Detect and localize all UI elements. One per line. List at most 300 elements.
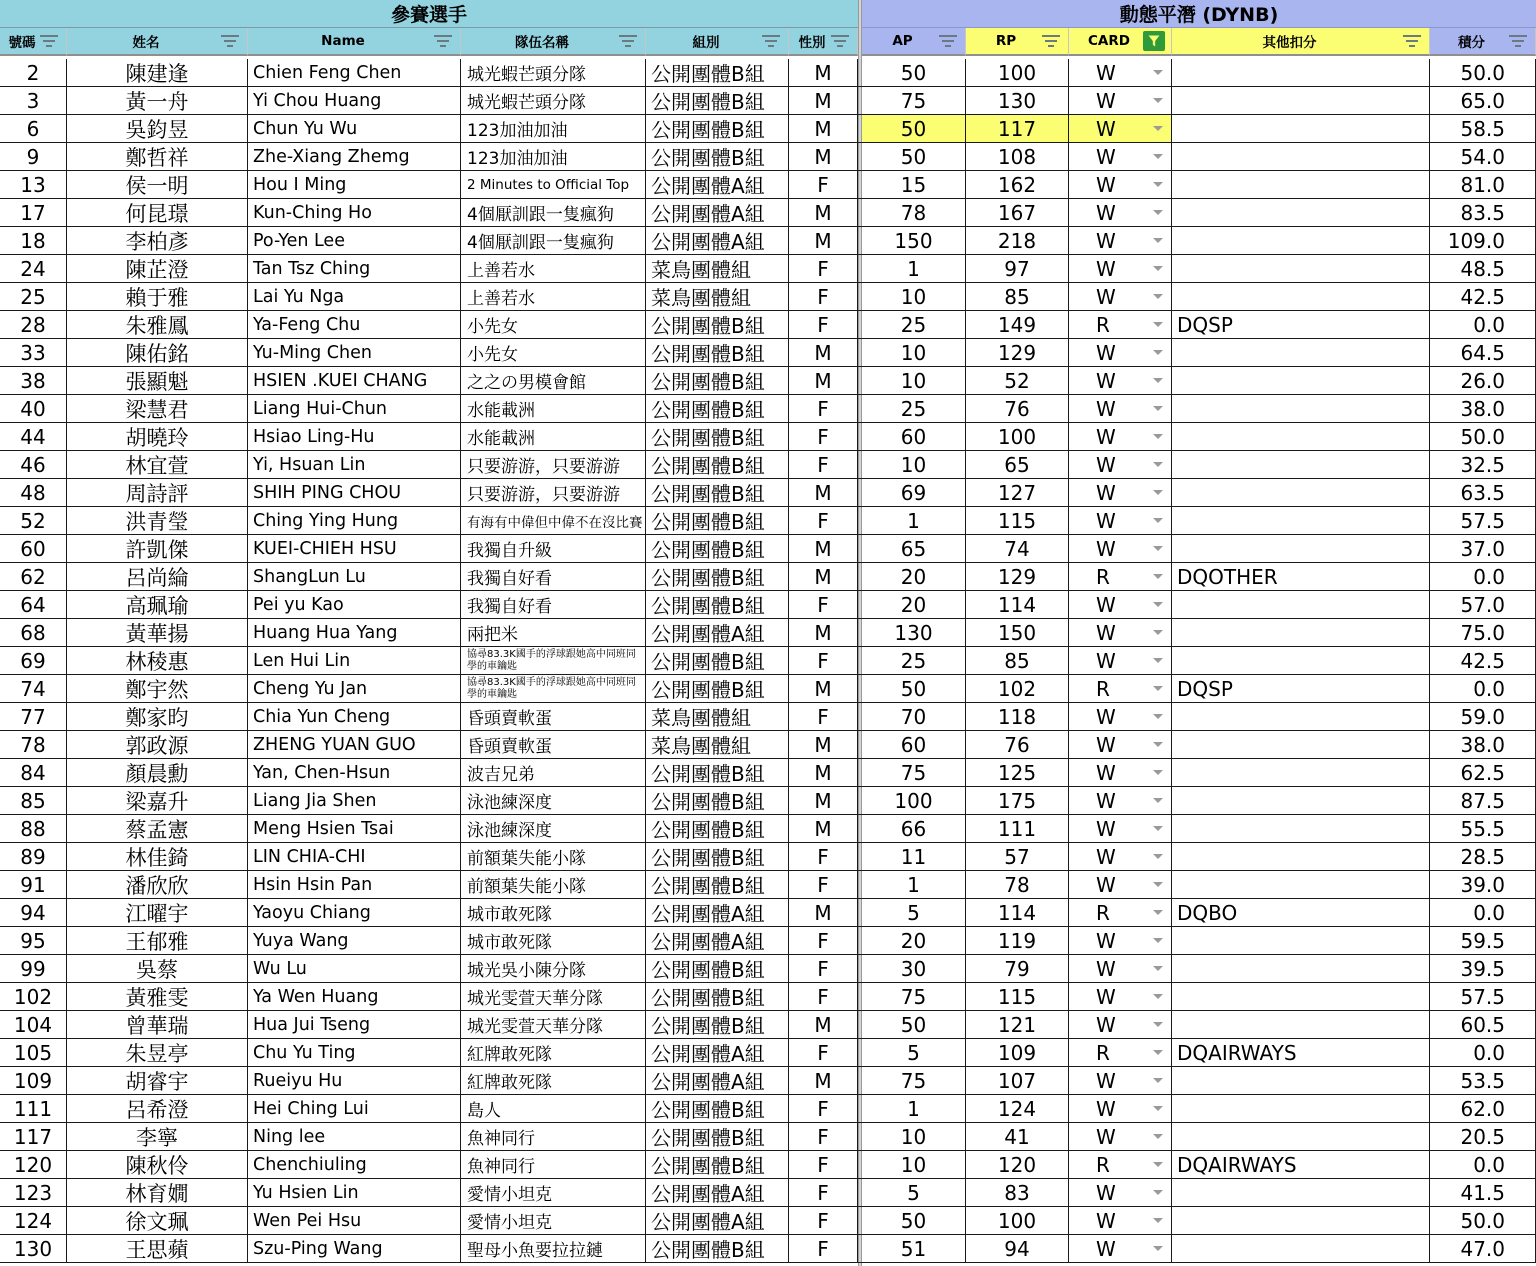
filter-icon[interactable] xyxy=(1507,31,1529,51)
cell-score[interactable] xyxy=(1430,983,1536,1010)
cell-rp[interactable] xyxy=(966,367,1069,394)
cell-group[interactable] xyxy=(646,199,789,226)
table-row[interactable] xyxy=(0,171,1536,199)
cell-score[interactable] xyxy=(1430,115,1536,142)
cell-team[interactable] xyxy=(461,171,646,198)
cell-name[interactable] xyxy=(248,647,461,674)
cell-name[interactable] xyxy=(248,115,461,142)
cell-ap[interactable] xyxy=(862,787,966,814)
cell-cname[interactable] xyxy=(67,927,248,954)
cell-sex[interactable] xyxy=(789,143,858,170)
cell-rp[interactable] xyxy=(966,619,1069,646)
cell-ap[interactable] xyxy=(862,507,966,534)
cell-group[interactable] xyxy=(646,871,789,898)
cell-cname[interactable] xyxy=(67,815,248,842)
cell-sex[interactable] xyxy=(789,59,858,86)
cell-other[interactable] xyxy=(1172,983,1430,1010)
cell-cname[interactable] xyxy=(67,395,248,422)
cell-cname[interactable] xyxy=(67,1067,248,1094)
table-row[interactable] xyxy=(0,647,1536,675)
cell-team[interactable] xyxy=(461,675,646,702)
cell-card[interactable] xyxy=(1069,479,1172,506)
cell-cname[interactable] xyxy=(67,1235,248,1262)
cell-other[interactable] xyxy=(1172,591,1430,618)
cell-card[interactable] xyxy=(1069,535,1172,562)
cell-team[interactable] xyxy=(461,927,646,954)
cell-group[interactable] xyxy=(646,983,789,1010)
dropdown-arrow-icon[interactable] xyxy=(1153,854,1163,859)
table-row[interactable] xyxy=(0,703,1536,731)
cell-cname[interactable] xyxy=(67,759,248,786)
cell-cname[interactable] xyxy=(67,311,248,338)
cell-other[interactable] xyxy=(1172,927,1430,954)
cell-team[interactable] xyxy=(461,255,646,282)
cell-cname[interactable] xyxy=(67,507,248,534)
cell-ap[interactable] xyxy=(862,1151,966,1178)
cell-num[interactable] xyxy=(0,1095,67,1122)
table-row[interactable] xyxy=(0,1011,1536,1039)
cell-team[interactable] xyxy=(461,1095,646,1122)
cell-cname[interactable] xyxy=(67,955,248,982)
cell-team[interactable] xyxy=(461,703,646,730)
table-row[interactable] xyxy=(0,367,1536,395)
cell-rp[interactable] xyxy=(966,703,1069,730)
cell-name[interactable] xyxy=(248,479,461,506)
cell-card[interactable] xyxy=(1069,1179,1172,1206)
table-row[interactable] xyxy=(0,787,1536,815)
cell-score[interactable] xyxy=(1430,283,1536,310)
cell-group[interactable] xyxy=(646,591,789,618)
cell-card[interactable] xyxy=(1069,1123,1172,1150)
cell-num[interactable] xyxy=(0,983,67,1010)
cell-other[interactable] xyxy=(1172,1151,1430,1178)
dropdown-arrow-icon[interactable] xyxy=(1153,966,1163,971)
filter-icon[interactable] xyxy=(937,31,959,51)
cell-num[interactable] xyxy=(0,927,67,954)
cell-group[interactable] xyxy=(646,563,789,590)
cell-score[interactable] xyxy=(1430,927,1536,954)
cell-rp[interactable] xyxy=(966,983,1069,1010)
cell-group[interactable] xyxy=(646,115,789,142)
cell-num[interactable] xyxy=(0,899,67,926)
cell-rp[interactable] xyxy=(966,59,1069,86)
cell-score[interactable] xyxy=(1430,647,1536,674)
cell-group[interactable] xyxy=(646,227,789,254)
cell-team[interactable] xyxy=(461,87,646,114)
cell-rp[interactable] xyxy=(966,255,1069,282)
cell-team[interactable] xyxy=(461,1179,646,1206)
cell-ap[interactable] xyxy=(862,1207,966,1234)
cell-cname[interactable] xyxy=(67,787,248,814)
cell-num[interactable] xyxy=(0,1123,67,1150)
table-row[interactable] xyxy=(0,815,1536,843)
cell-cname[interactable] xyxy=(67,255,248,282)
col-header-num[interactable] xyxy=(0,28,67,56)
cell-group[interactable] xyxy=(646,675,789,702)
cell-sex[interactable] xyxy=(789,283,858,310)
cell-name[interactable] xyxy=(248,1067,461,1094)
dropdown-arrow-icon[interactable] xyxy=(1153,798,1163,803)
cell-other[interactable] xyxy=(1172,367,1430,394)
cell-rp[interactable] xyxy=(966,591,1069,618)
col-header-sex[interactable] xyxy=(789,28,858,56)
cell-num[interactable] xyxy=(0,703,67,730)
cell-score[interactable] xyxy=(1430,255,1536,282)
dropdown-arrow-icon[interactable] xyxy=(1153,1106,1163,1111)
cell-cname[interactable] xyxy=(67,731,248,758)
cell-name[interactable] xyxy=(248,1207,461,1234)
cell-rp[interactable] xyxy=(966,1235,1069,1262)
cell-score[interactable] xyxy=(1430,339,1536,366)
cell-name[interactable] xyxy=(248,199,461,226)
cell-group[interactable] xyxy=(646,395,789,422)
cell-sex[interactable] xyxy=(789,535,858,562)
dropdown-arrow-icon[interactable] xyxy=(1153,126,1163,131)
cell-other[interactable] xyxy=(1172,311,1430,338)
cell-cname[interactable] xyxy=(67,1179,248,1206)
cell-other[interactable] xyxy=(1172,423,1430,450)
cell-rp[interactable] xyxy=(966,451,1069,478)
cell-num[interactable] xyxy=(0,815,67,842)
col-header-team[interactable] xyxy=(461,28,646,56)
cell-team[interactable] xyxy=(461,843,646,870)
cell-team[interactable] xyxy=(461,367,646,394)
cell-group[interactable] xyxy=(646,843,789,870)
cell-other[interactable] xyxy=(1172,535,1430,562)
cell-num[interactable] xyxy=(0,59,67,86)
dropdown-arrow-icon[interactable] xyxy=(1153,154,1163,159)
cell-sex[interactable] xyxy=(789,1179,858,1206)
cell-sex[interactable] xyxy=(789,199,858,226)
cell-name[interactable] xyxy=(248,675,461,702)
cell-name[interactable] xyxy=(248,255,461,282)
cell-other[interactable] xyxy=(1172,395,1430,422)
cell-num[interactable] xyxy=(0,395,67,422)
cell-num[interactable] xyxy=(0,731,67,758)
cell-group[interactable] xyxy=(646,899,789,926)
cell-group[interactable] xyxy=(646,87,789,114)
cell-card[interactable] xyxy=(1069,115,1172,142)
cell-cname[interactable] xyxy=(67,115,248,142)
cell-ap[interactable] xyxy=(862,1123,966,1150)
cell-card[interactable] xyxy=(1069,59,1172,86)
cell-group[interactable] xyxy=(646,283,789,310)
col-header-score[interactable] xyxy=(1430,28,1536,56)
cell-score[interactable] xyxy=(1430,843,1536,870)
cell-score[interactable] xyxy=(1430,451,1536,478)
cell-other[interactable] xyxy=(1172,1179,1430,1206)
cell-ap[interactable] xyxy=(862,563,966,590)
filter-icon[interactable] xyxy=(432,31,454,51)
cell-sex[interactable] xyxy=(789,815,858,842)
cell-card[interactable] xyxy=(1069,87,1172,114)
cell-team[interactable] xyxy=(461,1235,646,1262)
cell-sex[interactable] xyxy=(789,899,858,926)
cell-cname[interactable] xyxy=(67,479,248,506)
cell-score[interactable] xyxy=(1430,1095,1536,1122)
cell-cname[interactable] xyxy=(67,1095,248,1122)
cell-ap[interactable] xyxy=(862,983,966,1010)
cell-card[interactable] xyxy=(1069,507,1172,534)
cell-cname[interactable] xyxy=(67,339,248,366)
cell-num[interactable] xyxy=(0,171,67,198)
cell-sex[interactable] xyxy=(789,339,858,366)
cell-num[interactable] xyxy=(0,115,67,142)
cell-rp[interactable] xyxy=(966,143,1069,170)
cell-name[interactable] xyxy=(248,703,461,730)
cell-cname[interactable] xyxy=(67,87,248,114)
cell-sex[interactable] xyxy=(789,1207,858,1234)
cell-num[interactable] xyxy=(0,1207,67,1234)
cell-team[interactable] xyxy=(461,1039,646,1066)
cell-team[interactable] xyxy=(461,563,646,590)
cell-rp[interactable] xyxy=(966,423,1069,450)
cell-group[interactable] xyxy=(646,1179,789,1206)
table-row[interactable] xyxy=(0,1179,1536,1207)
cell-ap[interactable] xyxy=(862,171,966,198)
cell-name[interactable] xyxy=(248,1095,461,1122)
cell-card[interactable] xyxy=(1069,647,1172,674)
cell-group[interactable] xyxy=(646,451,789,478)
cell-num[interactable] xyxy=(0,255,67,282)
cell-group[interactable] xyxy=(646,1095,789,1122)
cell-name[interactable] xyxy=(248,1179,461,1206)
cell-group[interactable] xyxy=(646,507,789,534)
cell-cname[interactable] xyxy=(67,899,248,926)
dropdown-arrow-icon[interactable] xyxy=(1153,322,1163,327)
filter-icon[interactable] xyxy=(38,31,60,51)
cell-group[interactable] xyxy=(646,955,789,982)
cell-cname[interactable] xyxy=(67,1039,248,1066)
dropdown-arrow-icon[interactable] xyxy=(1153,1190,1163,1195)
table-row[interactable] xyxy=(0,59,1536,87)
cell-team[interactable] xyxy=(461,1067,646,1094)
cell-num[interactable] xyxy=(0,339,67,366)
cell-sex[interactable] xyxy=(789,227,858,254)
cell-team[interactable] xyxy=(461,787,646,814)
cell-sex[interactable] xyxy=(789,311,858,338)
cell-team[interactable] xyxy=(461,591,646,618)
cell-cname[interactable] xyxy=(67,367,248,394)
table-row[interactable] xyxy=(0,311,1536,339)
cell-sex[interactable] xyxy=(789,983,858,1010)
cell-other[interactable] xyxy=(1172,451,1430,478)
cell-cname[interactable] xyxy=(67,871,248,898)
cell-ap[interactable] xyxy=(862,199,966,226)
cell-cname[interactable] xyxy=(67,227,248,254)
cell-name[interactable] xyxy=(248,1011,461,1038)
cell-name[interactable] xyxy=(248,171,461,198)
table-row[interactable] xyxy=(0,759,1536,787)
cell-ap[interactable] xyxy=(862,591,966,618)
cell-group[interactable] xyxy=(646,311,789,338)
cell-group[interactable] xyxy=(646,927,789,954)
cell-other[interactable] xyxy=(1172,815,1430,842)
cell-num[interactable] xyxy=(0,647,67,674)
cell-sex[interactable] xyxy=(789,87,858,114)
dropdown-arrow-icon[interactable] xyxy=(1153,182,1163,187)
cell-rp[interactable] xyxy=(966,535,1069,562)
cell-rp[interactable] xyxy=(966,815,1069,842)
cell-score[interactable] xyxy=(1430,395,1536,422)
cell-name[interactable] xyxy=(248,871,461,898)
dropdown-arrow-icon[interactable] xyxy=(1153,294,1163,299)
cell-team[interactable] xyxy=(461,115,646,142)
cell-team[interactable] xyxy=(461,227,646,254)
cell-team[interactable] xyxy=(461,731,646,758)
cell-rp[interactable] xyxy=(966,227,1069,254)
cell-rp[interactable] xyxy=(966,1123,1069,1150)
cell-name[interactable] xyxy=(248,227,461,254)
cell-name[interactable] xyxy=(248,955,461,982)
table-row[interactable] xyxy=(0,675,1536,703)
cell-name[interactable] xyxy=(248,283,461,310)
dropdown-arrow-icon[interactable] xyxy=(1153,210,1163,215)
cell-other[interactable] xyxy=(1172,143,1430,170)
cell-ap[interactable] xyxy=(862,1235,966,1262)
cell-ap[interactable] xyxy=(862,535,966,562)
cell-score[interactable] xyxy=(1430,171,1536,198)
cell-ap[interactable] xyxy=(862,899,966,926)
table-row[interactable] xyxy=(0,1207,1536,1235)
cell-num[interactable] xyxy=(0,1039,67,1066)
cell-card[interactable] xyxy=(1069,759,1172,786)
cell-score[interactable] xyxy=(1430,423,1536,450)
cell-name[interactable] xyxy=(248,759,461,786)
cell-team[interactable] xyxy=(461,1123,646,1150)
cell-team[interactable] xyxy=(461,647,646,674)
filter-icon[interactable] xyxy=(829,31,851,51)
cell-name[interactable] xyxy=(248,787,461,814)
filter-icon[interactable] xyxy=(617,31,639,51)
cell-num[interactable] xyxy=(0,507,67,534)
dropdown-arrow-icon[interactable] xyxy=(1153,266,1163,271)
cell-score[interactable] xyxy=(1430,1039,1536,1066)
table-row[interactable] xyxy=(0,479,1536,507)
cell-card[interactable] xyxy=(1069,1151,1172,1178)
dropdown-arrow-icon[interactable] xyxy=(1153,462,1163,467)
cell-other[interactable] xyxy=(1172,675,1430,702)
cell-group[interactable] xyxy=(646,759,789,786)
cell-num[interactable] xyxy=(0,759,67,786)
cell-cname[interactable] xyxy=(67,451,248,478)
cell-cname[interactable] xyxy=(67,1123,248,1150)
cell-cname[interactable] xyxy=(67,983,248,1010)
cell-num[interactable] xyxy=(0,199,67,226)
cell-cname[interactable] xyxy=(67,843,248,870)
cell-num[interactable] xyxy=(0,479,67,506)
dropdown-arrow-icon[interactable] xyxy=(1153,1134,1163,1139)
cell-name[interactable] xyxy=(248,451,461,478)
cell-rp[interactable] xyxy=(966,339,1069,366)
cell-group[interactable] xyxy=(646,1151,789,1178)
cell-cname[interactable] xyxy=(67,59,248,86)
cell-score[interactable] xyxy=(1430,367,1536,394)
cell-ap[interactable] xyxy=(862,395,966,422)
cell-cname[interactable] xyxy=(67,423,248,450)
cell-name[interactable] xyxy=(248,59,461,86)
table-row[interactable] xyxy=(0,843,1536,871)
cell-team[interactable] xyxy=(461,619,646,646)
cell-name[interactable] xyxy=(248,1235,461,1262)
cell-score[interactable] xyxy=(1430,199,1536,226)
cell-ap[interactable] xyxy=(862,815,966,842)
cell-ap[interactable] xyxy=(862,731,966,758)
filter-icon[interactable] xyxy=(760,31,782,51)
cell-other[interactable] xyxy=(1172,1207,1430,1234)
cell-sex[interactable] xyxy=(789,1039,858,1066)
table-row[interactable] xyxy=(0,535,1536,563)
cell-card[interactable] xyxy=(1069,171,1172,198)
cell-other[interactable] xyxy=(1172,227,1430,254)
cell-ap[interactable] xyxy=(862,1011,966,1038)
cell-rp[interactable] xyxy=(966,507,1069,534)
cell-score[interactable] xyxy=(1430,591,1536,618)
cell-rp[interactable] xyxy=(966,1011,1069,1038)
cell-num[interactable] xyxy=(0,955,67,982)
cell-ap[interactable] xyxy=(862,1039,966,1066)
cell-rp[interactable] xyxy=(966,115,1069,142)
cell-name[interactable] xyxy=(248,563,461,590)
cell-other[interactable] xyxy=(1172,731,1430,758)
cell-card[interactable] xyxy=(1069,339,1172,366)
cell-group[interactable] xyxy=(646,703,789,730)
cell-ap[interactable] xyxy=(862,759,966,786)
cell-num[interactable] xyxy=(0,227,67,254)
cell-score[interactable] xyxy=(1430,955,1536,982)
cell-other[interactable] xyxy=(1172,1039,1430,1066)
cell-name[interactable] xyxy=(248,143,461,170)
cell-team[interactable] xyxy=(461,283,646,310)
cell-rp[interactable] xyxy=(966,1207,1069,1234)
cell-score[interactable] xyxy=(1430,1151,1536,1178)
cell-score[interactable] xyxy=(1430,815,1536,842)
cell-rp[interactable] xyxy=(966,955,1069,982)
cell-cname[interactable] xyxy=(67,647,248,674)
cell-sex[interactable] xyxy=(789,647,858,674)
cell-team[interactable] xyxy=(461,507,646,534)
cell-group[interactable] xyxy=(646,479,789,506)
cell-ap[interactable] xyxy=(862,843,966,870)
cell-sex[interactable] xyxy=(789,255,858,282)
cell-num[interactable] xyxy=(0,1067,67,1094)
dropdown-arrow-icon[interactable] xyxy=(1153,1162,1163,1167)
cell-name[interactable] xyxy=(248,1123,461,1150)
cell-num[interactable] xyxy=(0,1179,67,1206)
cell-name[interactable] xyxy=(248,311,461,338)
cell-sex[interactable] xyxy=(789,843,858,870)
cell-team[interactable] xyxy=(461,871,646,898)
cell-name[interactable] xyxy=(248,367,461,394)
cell-num[interactable] xyxy=(0,311,67,338)
cell-ap[interactable] xyxy=(862,703,966,730)
cell-card[interactable] xyxy=(1069,423,1172,450)
cell-rp[interactable] xyxy=(966,199,1069,226)
cell-score[interactable] xyxy=(1430,619,1536,646)
cell-rp[interactable] xyxy=(966,395,1069,422)
cell-other[interactable] xyxy=(1172,87,1430,114)
cell-num[interactable] xyxy=(0,1151,67,1178)
cell-other[interactable] xyxy=(1172,703,1430,730)
cell-cname[interactable] xyxy=(67,619,248,646)
cell-cname[interactable] xyxy=(67,591,248,618)
cell-score[interactable] xyxy=(1430,227,1536,254)
cell-name[interactable] xyxy=(248,731,461,758)
table-row[interactable] xyxy=(0,955,1536,983)
cell-rp[interactable] xyxy=(966,1179,1069,1206)
cell-team[interactable] xyxy=(461,311,646,338)
cell-card[interactable] xyxy=(1069,451,1172,478)
